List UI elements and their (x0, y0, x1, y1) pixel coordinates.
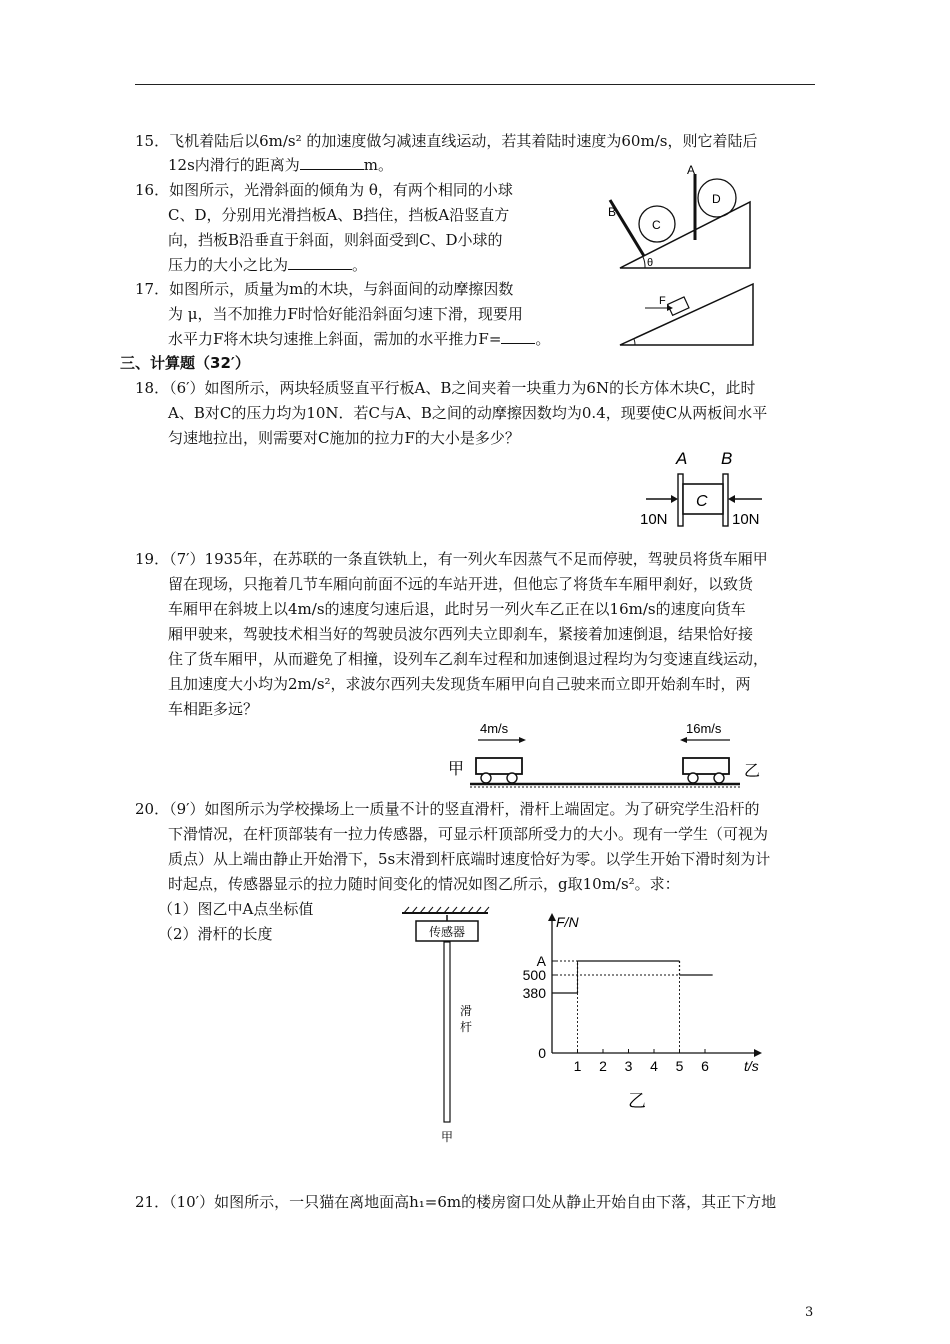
y-axis-label: F/N (556, 914, 579, 930)
y-tick-label: 0 (538, 1045, 546, 1061)
page-number: 3 (805, 1305, 814, 1320)
x-tick-label: 5 (675, 1058, 684, 1074)
q20-figure-jia (400, 905, 490, 1145)
q17-line3: 水平力F将木块匀速推上斜面，需加的水平推力F= 。 (168, 327, 550, 352)
label-d: D (712, 192, 721, 206)
y-axis-arrow-icon (548, 913, 556, 921)
q18-figure (638, 446, 778, 531)
q20-sub2: （2）滑杆的长度 (158, 925, 273, 943)
q20-line4: 时起点，传感器显示的拉力随时间变化的情况如图乙所示，g取10m/s²。求： (168, 875, 680, 893)
q20-line2: 下滑情况，在杆顶部装有一拉力传感器，可显示杆顶部所受力的大小。现有一学生（可视为 (168, 825, 769, 843)
wheel (714, 773, 724, 783)
q21-line1: 21．（10′）如图所示，一只猫在离地面高h₁=6m的楼房窗口处从静止开始自由下落，其正下方地 (135, 1193, 777, 1211)
label-right-force: 10N (732, 511, 760, 528)
x-axis-label: t/s (744, 1058, 759, 1074)
label-a: A (687, 163, 696, 177)
block-m (668, 297, 689, 315)
q18-line1: 18．（6′）如图所示，两块轻质竖直平行板A、B之间夹着一块重力为6N的长方体木块C，此时 (135, 379, 756, 397)
arrow-head-icon (728, 495, 735, 503)
q19-line6: 且加速度大小均为2m/s²，求波尔西列夫发现货车厢甲向自己驶来而立即开始刹车时，两 (168, 675, 751, 693)
car-jia (476, 758, 522, 774)
arrow-head-icon (519, 737, 526, 743)
wheel (481, 773, 491, 783)
header-rule (135, 84, 815, 85)
label-v-left: 4m/s (480, 721, 509, 736)
q15-line1: 15．飞机着陆后以6m/s² 的加速度做匀减速直线运动，若其着陆时速度为60m/s，则它着陆后 (135, 132, 758, 150)
x-tick-label: 4 (650, 1058, 658, 1074)
q15-line2: 12s内滑行的距离为 m。 (168, 153, 393, 178)
label-pole-1: 滑 (459, 1004, 473, 1018)
chart-label-yi: 乙 (628, 1091, 646, 1111)
q16-line1: 16．如图所示，光滑斜面的倾角为 θ，有两个相同的小球 (135, 181, 513, 199)
q19-line2: 留在现场，只拖着几节车厢向前面不远的车站开进，但他忘了将货车车厢甲刹好，以致货 (168, 575, 754, 593)
label-f: F (659, 295, 666, 307)
arrow-head-icon (680, 737, 687, 743)
label-v-right: 16m/s (686, 721, 722, 736)
q19-line3: 车厢甲在斜坡上以4m/s的速度匀速后退，此时另一列火车乙正在以16m/s的速度向货车 (168, 600, 746, 618)
q17-line2: 为 μ，当不加推力F时恰好能沿斜面匀速下滑，现要用 (168, 305, 523, 323)
section-title: 三、计算题（32′） (120, 354, 250, 372)
label-theta: θ (647, 257, 654, 269)
q17-line1: 17．如图所示，质量为m的木块，与斜面间的动摩擦因数 (135, 280, 514, 298)
arrow-head-icon (671, 495, 678, 503)
y-tick-label: A (536, 953, 546, 969)
answer-blank[interactable] (300, 153, 364, 170)
y-tick-label: 500 (522, 967, 546, 983)
label-c: C (652, 218, 661, 232)
answer-blank[interactable] (288, 253, 352, 270)
label-c: C (696, 493, 708, 510)
x-axis-arrow-icon (754, 1049, 762, 1057)
q16-line3: 向，挡板B沿垂直于斜面，则斜面受到C、D小球的 (168, 231, 503, 249)
x-tick-label: 2 (599, 1058, 607, 1074)
q17-figure (615, 280, 760, 350)
wheel (688, 773, 698, 783)
label-b: B (721, 449, 733, 468)
q16-figure (600, 160, 770, 275)
q20-chart (510, 905, 770, 1140)
x-tick-label: 3 (624, 1058, 633, 1074)
q16-line4: 压力的大小之比为 。 (168, 253, 367, 278)
q18-line3: 匀速地拉出，则需要对C施加的拉力F的大小是多少？ (168, 429, 520, 447)
q16-line2: C、D，分别用光滑挡板A、B挡住，挡板A沿竖直方 (168, 206, 510, 224)
q19-line7: 车相距多远？ (168, 700, 259, 718)
q20-line3: 质点）从上端由静止开始滑下，5s末滑到杆底端时速度恰好为零。以学生开始下滑时刻为计 (168, 850, 771, 868)
label-b: B (608, 205, 617, 219)
label-car-yi: 乙 (744, 763, 761, 780)
q18-line2: A、B对C的压力均为10N．若C与A、B之间的动摩擦因数均为0.4，现要使C从两板间水平 (168, 404, 768, 422)
car-yi (683, 758, 729, 774)
answer-blank[interactable] (501, 327, 535, 344)
incline (620, 284, 753, 345)
label-sensor: 传感器 (428, 925, 466, 939)
label-left-force: 10N (640, 511, 668, 528)
q19-line1: 19．（7′）1935年，在苏联的一条直铁轨上，有一列火车因蒸气不足而停驶，驾驶员将货车厢甲 (135, 550, 768, 568)
q20-line1: 20．（9′）如图所示为学校操场上一质量不计的竖直滑杆，滑杆上端固定。为了研究学生沿杆的 (135, 800, 760, 818)
angle-arc (643, 257, 645, 268)
wheel (507, 773, 517, 783)
q19-line4: 厢甲驶来，驾驶技术相当好的驾驶员波尔西列夫立即刹车，紧接着加速倒退，结果恰好接 (168, 625, 754, 643)
q20-sub1: （1）图乙中A点坐标值 (158, 900, 314, 918)
label-car-jia: 甲 (448, 761, 465, 778)
q19-line5: 住了货车厢甲，从而避免了相撞，设列车乙刹车过程和加速倒退过程均为匀变速直线运动， (168, 650, 769, 668)
label-pole-2: 杆 (459, 1020, 473, 1034)
pole (444, 942, 450, 1122)
angle-arc (634, 339, 635, 345)
x-tick-label: 1 (573, 1058, 582, 1074)
y-tick-label: 380 (522, 985, 546, 1001)
label-a: A (676, 449, 688, 468)
label-jia: 甲 (440, 1130, 454, 1144)
q19-figure (440, 718, 780, 790)
x-tick-label: 6 (701, 1058, 709, 1074)
